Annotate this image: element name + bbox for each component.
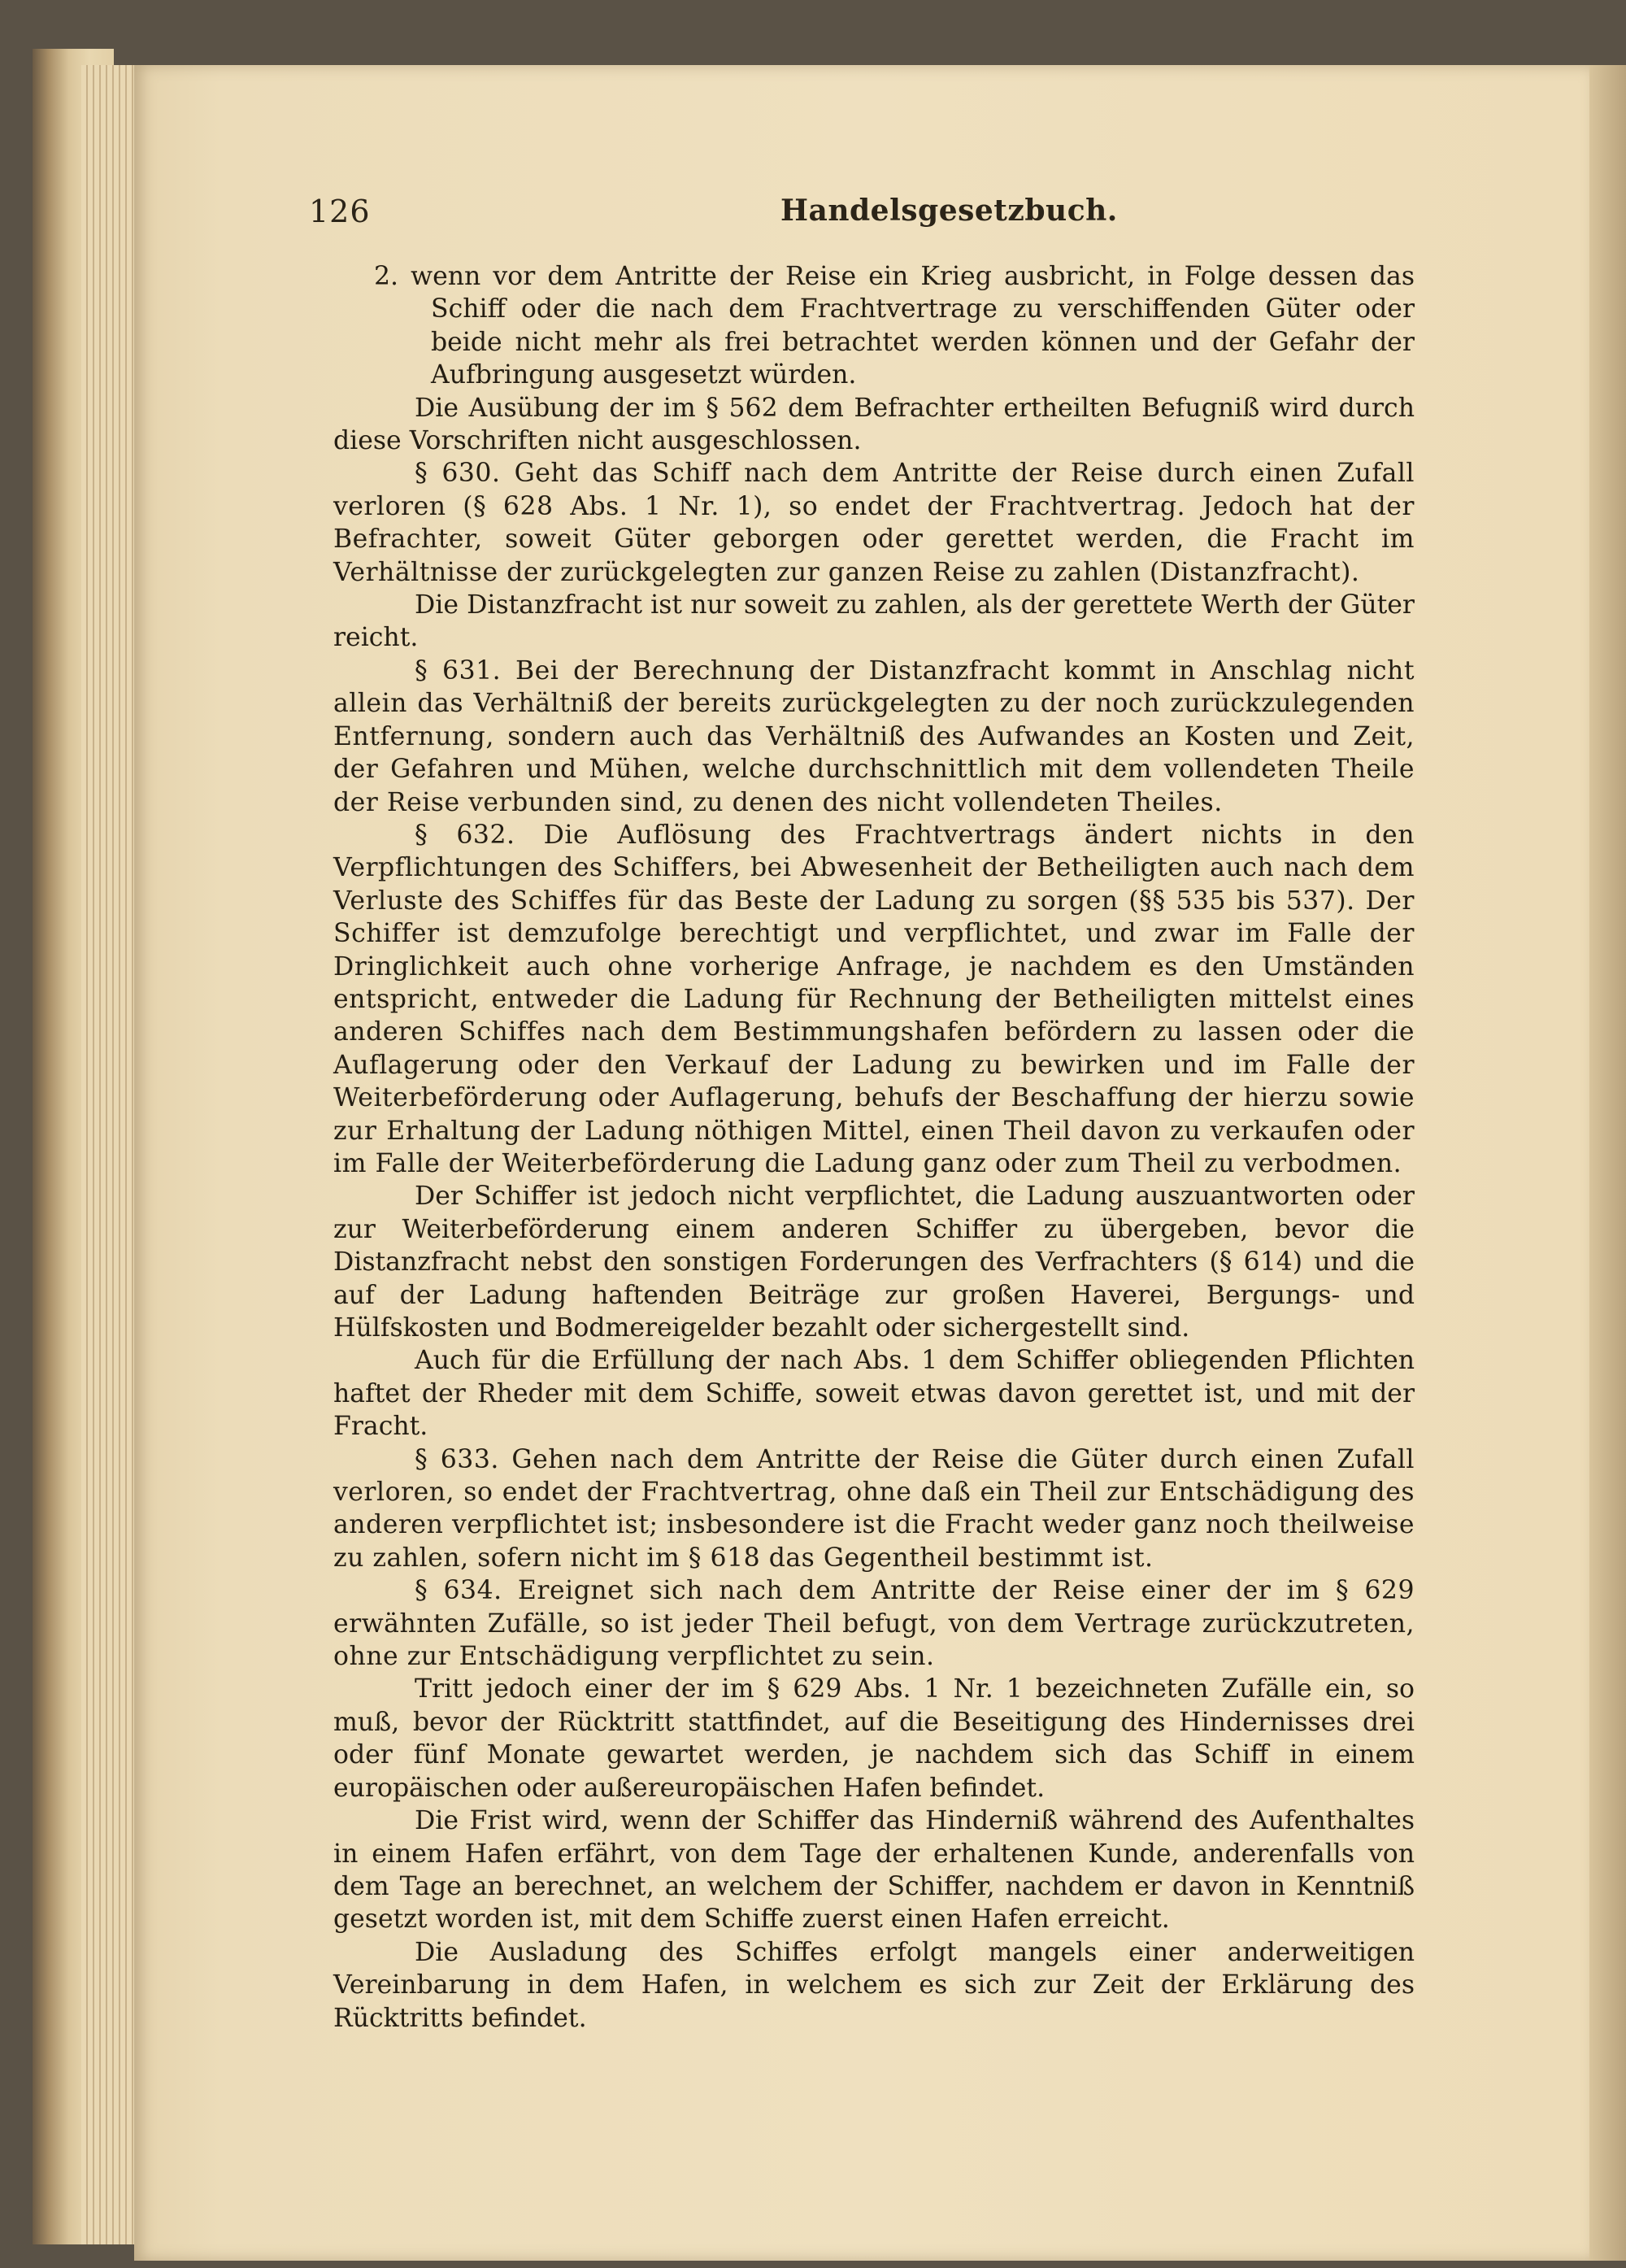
paragraph-owner-liability: Auch für die Erfüllung der nach Abs. 1 dem Schiffer obliegenden Pflichten haftet der Rheder mit dem Schiffe, soweit etwas davon gerettet ist, und mit der Fracht. (333, 1346, 1415, 1442)
paragraph-item-2: 2. wenn vor dem Antritte der Reise ein Krieg ausbricht, in Folge dessen das Schiff oder die nach dem Frachtvertrage zu verschiffenden Güter oder beide nicht mehr als frei betrachtet werden können und der Gefahr der Aufbringung ausgesetzt würden. (374, 262, 1415, 390)
section-634: § 634. Ereignet sich nach dem Antritte der Reise einer der im § 629 erwähnten Zufälle, so ist jeder Theil befugt, von dem Vertrage zurückzutreten, ohne zur Entschädigung verpflichtet zu sein. (333, 1576, 1415, 1672)
paragraph-waiting-period: Tritt jedoch einer der im § 629 Abs. 1 Nr. 1 bezeichneten Zufälle ein, so muß, bevor der Rücktritt stattfindet, auf die Beseitigung des Hindernisses drei oder fünf Monate gewartet werden, je nachdem sich das Schiff in einem europäischen oder außereuropäischen Hafen befindet. (333, 1674, 1415, 1803)
paragraph-skipper-obligations: Der Schiffer ist jedoch nicht verpflichtet, die Ladung auszuantworten oder zur Weiterbeförderung einem anderen Schiffer zu übergeben, bevor die Distanzfracht nebst den sonstigen Forderungen des Verfrachters (§ 614) und die auf der Ladung haftenden Beiträge zur großen Haverei, Bergungs- und Hülfskosten und Bodmereigelder bezahlt oder sichergestellt sind. (333, 1182, 1415, 1343)
body-text (333, 260, 1415, 2035)
paragraph-distance-freight: Die Distanzfracht ist nur soweit zu zahlen, als der gerettete Werth der Güter reicht. (333, 590, 1415, 653)
section-631: § 631. Bei der Berechnung der Distanzfracht kommt in Anschlag nicht allein das Verhältniß der bereits zurückgelegten zu der noch zurückzulegenden Entfernung, sondern auch das Verhältniß des Aufwandes an Kosten und Zeit, der Gefahren und Mühen, welche durchschnittlich mit dem vollendeten Theile der Reise verbunden sind, zu denen des nicht vollendeten Theiles. (333, 655, 1415, 817)
running-title: Handelsgesetzbuch. (780, 194, 1118, 228)
paragraph-deadline: Die Frist wird, wenn der Schiffer das Hinderniß während des Aufenthaltes in einem Hafen erfährt, von dem Tage der erhaltenen Kunde, anderenfalls von dem Tage an berechnet, an welchem der Schiffer, nachdem er davon in Kenntniß gesetzt worden ist, mit dem Schiffe zuerst einen Hafen erreicht. (333, 1806, 1415, 1935)
paragraph-exercise-clause: Die Ausübung der im § 562 dem Befrachter ertheilten Befugniß wird durch diese Vorschriften nicht ausgeschlossen. (333, 393, 1415, 456)
page-stack-edge (81, 65, 138, 2244)
page-number: 126 (309, 194, 371, 229)
page-right-edge (1589, 65, 1626, 2261)
paragraph-unloading: Die Ausladung des Schiffes erfolgt mangels einer anderweitigen Vereinbarung in dem Hafen, in welchem es sich zur Zeit der Erklärung des Rücktritts befindet. (333, 1937, 1415, 2033)
section-630: § 630. Geht das Schiff nach dem Antritte der Reise durch einen Zufall verloren (§ 628 Abs. 1 Nr. 1), so endet der Frachtvertrag. Jedoch hat der Befrachter, soweit Güter geborgen oder gerettet werden, die Fracht im Verhältnisse der zurückgelegten zur ganzen Reise zu zahlen (Distanzfracht). (333, 459, 1415, 587)
page-header (309, 194, 1415, 234)
section-632: § 632. Die Auflösung des Frachtvertrags ändert nichts in den Verpflichtungen des Schiffers, bei Abwesenheit der Betheiligten auch nach dem Verluste des Schiffes für das Beste der Ladung zu sorgen (§§ 535 bis 537). Der Schiffer ist demzufolge berechtigt und verpflichtet, und zwar im Falle der Dringlichkeit auch ohne vorherige Anfrage, je nachdem es den Umständen entspricht, entweder die Ladung für Rechnung der Betheiligten mittelst eines anderen Schiffes nach dem Bestimmungshafen befördern zu lassen oder die Auflagerung oder den Verkauf der Ladung zu bewirken und im Falle der Weiterbeförderung oder Auflagerung, behufs der Beschaffung der hierzu sowie zur Erhaltung der Ladung nöthigen Mittel, einen Theil davon zu verkaufen oder im Falle der Weiterbeförderung die Ladung ganz oder zum Theil zu verbodmen. (333, 820, 1415, 1178)
section-633: § 633. Gehen nach dem Antritte der Reise die Güter durch einen Zufall verloren, so endet der Frachtvertrag, ohne daß ein Theil zur Entschädigung des anderen verpflichtet ist; insbesondere ist die Fracht weder ganz noch theilweise zu zahlen, sofern nicht im § 618 das Gegentheil bestimmt ist. (333, 1444, 1415, 1573)
